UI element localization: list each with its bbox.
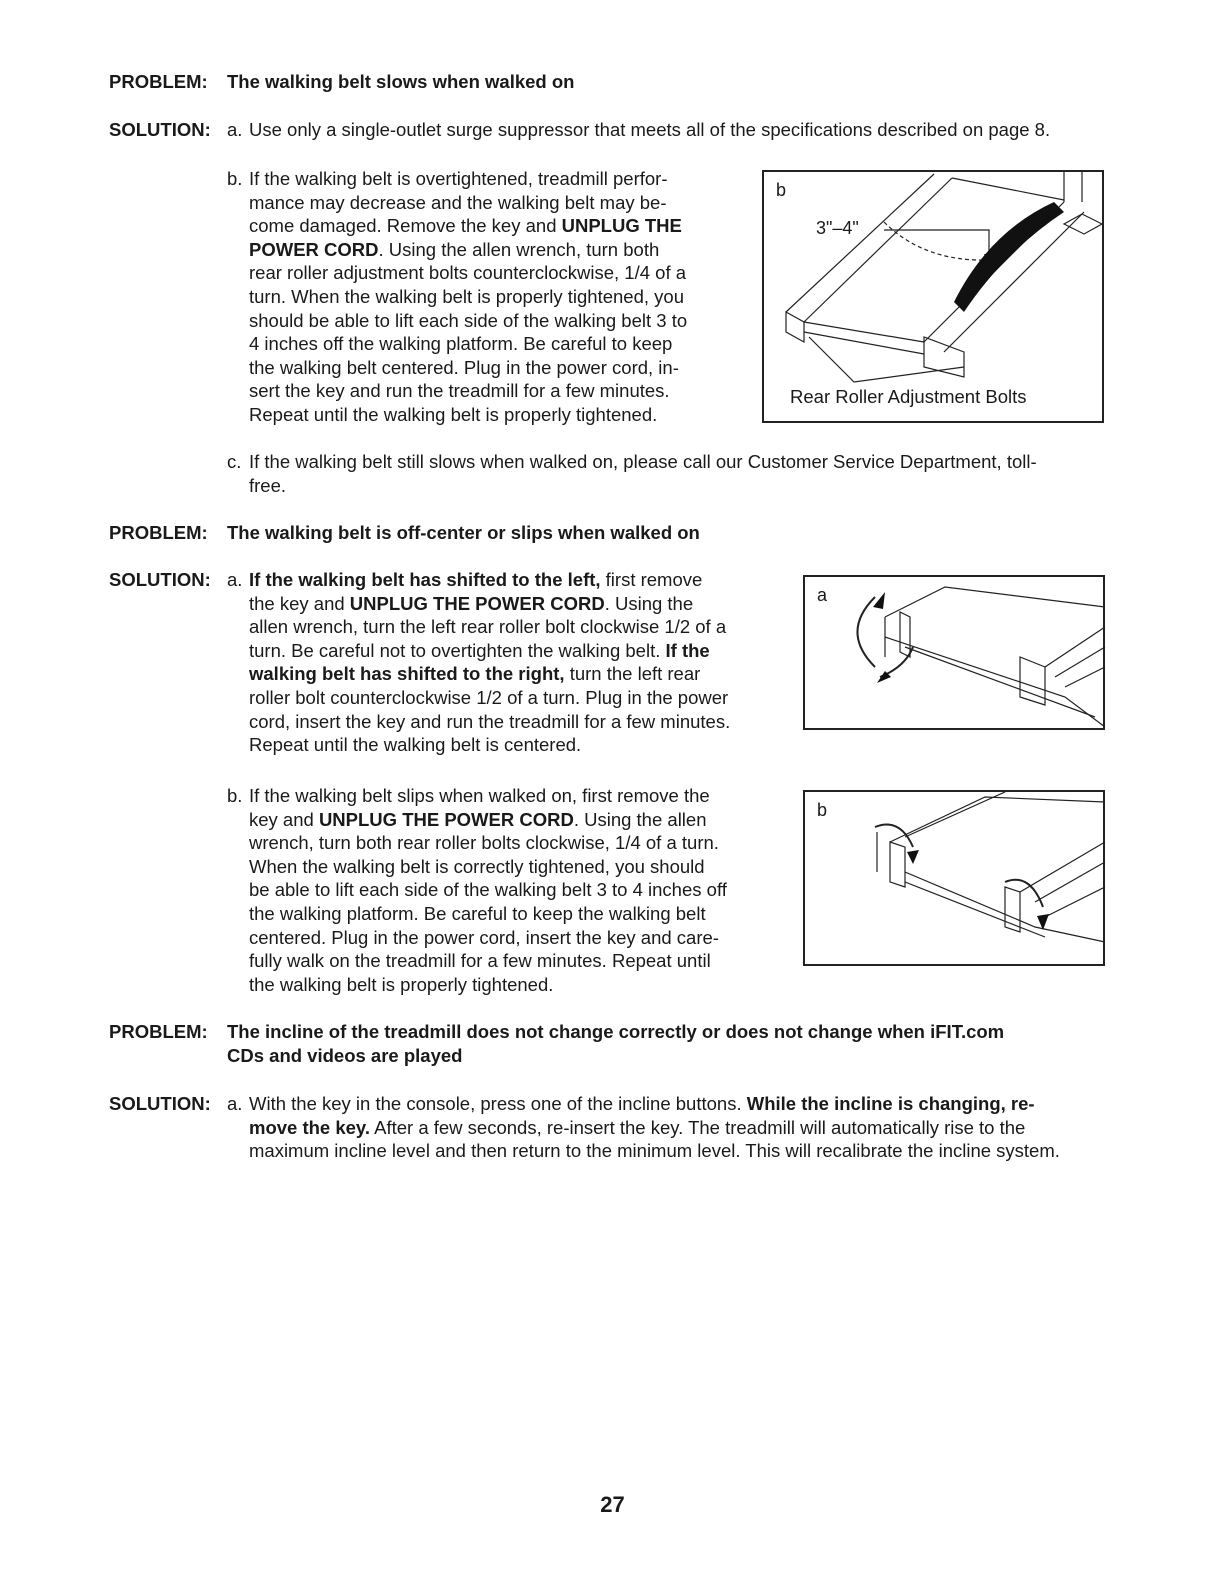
text-line xyxy=(249,1092,1129,1116)
figure-caption: Rear Roller Adjustment Bolts xyxy=(790,386,1027,407)
text-segment: the walking platform. Be careful to keep the walking belt xyxy=(249,902,706,924)
bold-text: UNPLUG THE POWER CORD xyxy=(349,592,605,614)
text-segment: After a few seconds, re-insert the key. The treadmill will automatically rise to the xyxy=(370,1116,1026,1138)
text-line xyxy=(249,902,779,926)
solution-text xyxy=(249,118,1129,142)
text-line xyxy=(249,332,749,356)
bold-text: While the incline is changing, re- xyxy=(746,1093,1035,1114)
text-segment: . Using the allen xyxy=(573,808,707,830)
figure-left-bolt-adjustment xyxy=(803,575,1105,730)
text-segment: roller bolt counterclockwise 1/2 of a turn. Plug in the power xyxy=(249,686,729,708)
text-segment: If the walking belt is overtightened, treadmill perfor- xyxy=(249,168,668,189)
text-segment: should be able to lift each side of the walking belt 3 to xyxy=(249,309,688,331)
problem-heading-line: CDs and videos are played xyxy=(227,1045,463,1066)
text-line xyxy=(249,686,779,710)
text-line xyxy=(249,568,779,592)
text-line xyxy=(249,309,749,333)
text-segment: rear roller adjustment bolts counterclockwise, 1/4 of a xyxy=(249,262,687,284)
text-segment: allen wrench, turn the left rear roller bolt clockwise 1/2 of a xyxy=(249,616,727,638)
problem-heading-line: The incline of the treadmill does not change correctly or does not change when iFIT.com xyxy=(227,1021,1005,1042)
text-line xyxy=(249,167,749,191)
treadmill-illustration xyxy=(805,577,1107,732)
solution-text xyxy=(249,784,779,996)
text-line xyxy=(249,662,779,686)
text-segment: . Using the allen wrench, turn both xyxy=(378,238,660,260)
text-segment: first remove xyxy=(600,569,703,590)
bold-text: move the key. xyxy=(249,1116,370,1138)
measurement-label: 3"–4" xyxy=(816,218,859,238)
text-segment: Use only a single-outlet surge suppressor that meets all of the specifications described on page 8. xyxy=(249,119,1051,140)
text-segment: the walking belt centered. Plug in the power cord, in- xyxy=(249,356,679,378)
text-line xyxy=(249,831,779,855)
problem-label: PROBLEM: xyxy=(109,71,208,92)
text-line xyxy=(249,784,779,808)
problem-label: PROBLEM: xyxy=(109,522,208,543)
text-line xyxy=(249,450,1129,474)
text-line xyxy=(249,261,749,285)
text-segment: If the walking belt still slows when walked on, please call our Customer Service Department, toll- xyxy=(249,451,1037,472)
text-segment: . Using the xyxy=(604,592,694,614)
text-segment: key and xyxy=(249,808,319,830)
solution-text xyxy=(249,450,1129,497)
text-line xyxy=(249,214,749,238)
bold-text: If the xyxy=(665,639,710,661)
text-line xyxy=(249,855,779,879)
text-segment: the walking belt is properly tightened. xyxy=(249,973,554,995)
text-line xyxy=(249,733,779,757)
text-line xyxy=(249,949,779,973)
page-number: 27 xyxy=(600,1492,625,1517)
text-segment: Repeat until the walking belt is properly tightened. xyxy=(249,403,658,425)
solution-text xyxy=(249,568,779,757)
item-letter: a. xyxy=(227,569,243,590)
problem-heading xyxy=(227,1020,1127,1068)
problem-label: PROBLEM: xyxy=(109,1021,208,1042)
figure-rear-roller-adjustment xyxy=(762,170,1104,423)
problem-heading: The walking belt is off-center or slips when walked on xyxy=(227,522,700,543)
solution-label: SOLUTION: xyxy=(109,1093,211,1114)
bold-text: If the walking belt has shifted to the left, xyxy=(249,569,601,590)
bold-text: POWER CORD xyxy=(249,238,379,260)
text-segment: wrench, turn both rear roller bolts clockwise, 1/4 of a turn. xyxy=(249,832,719,854)
text-line xyxy=(249,285,749,309)
text-segment: fully walk on the treadmill for a few minutes. Repeat until xyxy=(249,950,711,972)
text-line xyxy=(249,238,749,262)
text-segment: the key and xyxy=(249,592,350,614)
text-line xyxy=(249,926,779,950)
text-line xyxy=(249,592,779,616)
text-line xyxy=(249,474,1129,498)
bold-text: UNPLUG THE POWER CORD xyxy=(318,808,574,830)
text-line xyxy=(249,356,749,380)
solution-label: SOLUTION: xyxy=(109,569,211,590)
text-line xyxy=(249,710,779,734)
text-line xyxy=(249,118,1129,142)
solution-text xyxy=(249,1092,1129,1163)
text-segment: When the walking belt is correctly tightened, you should xyxy=(249,855,705,877)
text-segment: be able to lift each side of the walking belt 3 to 4 inches off xyxy=(249,879,727,901)
text-segment: With the key in the console, press one of the incline buttons. xyxy=(249,1093,747,1114)
text-segment: turn. Be careful not to overtighten the walking belt. xyxy=(249,639,666,661)
text-segment: 4 inches off the walking platform. Be careful to keep xyxy=(249,333,673,355)
item-letter: b. xyxy=(227,785,243,806)
text-segment: mance may decrease and the walking belt may be- xyxy=(249,191,667,213)
treadmill-illustration xyxy=(805,792,1107,968)
text-line xyxy=(249,878,779,902)
item-letter: a. xyxy=(227,119,243,140)
item-letter: b. xyxy=(227,168,243,189)
text-segment: come damaged. Remove the key and xyxy=(249,215,562,237)
text-segment: If the walking belt slips when walked on, first remove the xyxy=(249,785,710,806)
problem-heading: The walking belt slows when walked on xyxy=(227,71,575,92)
text-segment: sert the key and run the treadmill for a few minutes. xyxy=(249,380,670,402)
bold-text: UNPLUG THE xyxy=(561,215,682,237)
text-segment: turn the left rear xyxy=(564,663,701,685)
text-line xyxy=(249,191,749,215)
text-segment: turn. When the walking belt is properly tightened, you xyxy=(249,285,684,307)
figure-letter: a xyxy=(817,585,828,605)
solution-label: SOLUTION: xyxy=(109,119,211,140)
figure-letter: b xyxy=(817,800,828,820)
text-line xyxy=(249,379,749,403)
text-segment: maximum incline level and then return to the minimum level. This will recalibrate the incline system. xyxy=(249,1140,1060,1162)
text-line xyxy=(249,639,779,663)
solution-text xyxy=(249,167,749,427)
bold-text: walking belt has shifted to the right, xyxy=(249,663,565,685)
text-line xyxy=(249,403,749,427)
text-line xyxy=(249,1116,1129,1140)
item-letter: a. xyxy=(227,1093,243,1114)
text-line xyxy=(249,973,779,997)
text-segment: Repeat until the walking belt is centered. xyxy=(249,734,582,756)
text-line xyxy=(249,615,779,639)
text-line xyxy=(249,1139,1129,1163)
text-line xyxy=(249,808,779,832)
text-segment: free. xyxy=(249,474,287,496)
text-segment: centered. Plug in the power cord, insert the key and care- xyxy=(249,926,719,948)
figure-both-bolts-adjustment xyxy=(803,790,1105,966)
text-segment: cord, insert the key and run the treadmill for a few minutes. xyxy=(249,710,731,732)
figure-letter: b xyxy=(776,180,787,200)
item-letter: c. xyxy=(227,451,242,472)
